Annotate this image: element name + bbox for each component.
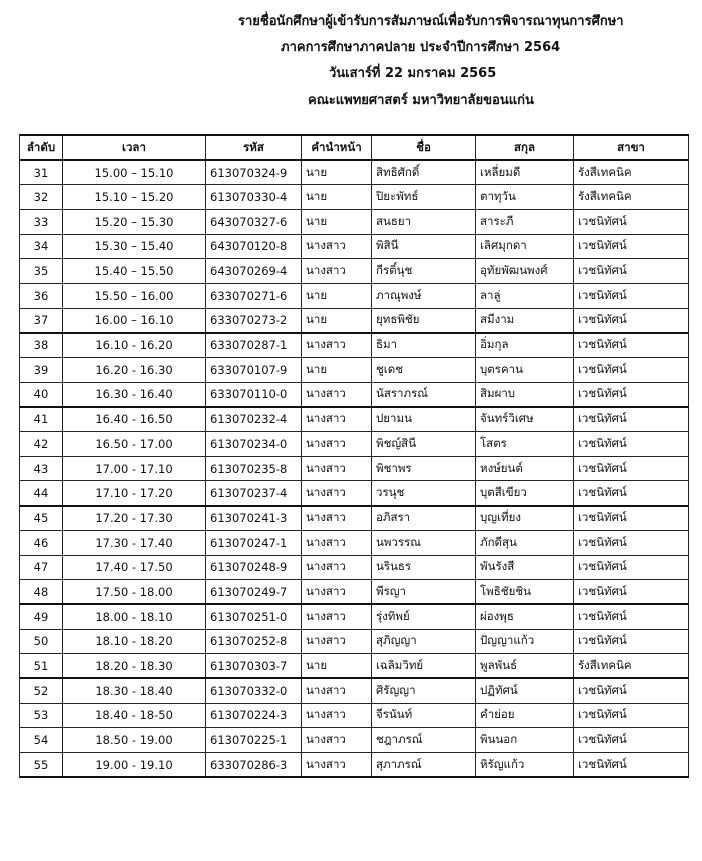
table-row (20, 506, 689, 531)
cell-time: 15.00 – 15.10 (63, 160, 206, 185)
cell-time: 16.50 - 17.00 (63, 432, 206, 457)
cell-first-name: ปิยะพัทธ์ (372, 185, 476, 210)
cell-order: 38 (20, 333, 63, 358)
cell-order: 39 (20, 358, 63, 383)
cell-time: 15.10 – 15.20 (63, 185, 206, 210)
faculty-line: คณะแพทยศาสตร์ มหาวิทยาลัยขอนแก่น (308, 93, 534, 108)
cell-title: นางสาว (302, 234, 372, 259)
cell-major: เวชนิทัศน์ (574, 283, 689, 308)
column-header-code: รหัส (206, 135, 302, 160)
cell-last-name: ผ่องพุธ (476, 604, 574, 629)
cell-student-code: 633070286-3 (206, 753, 302, 778)
cell-student-code: 643070327-6 (206, 209, 302, 234)
cell-order: 47 (20, 555, 63, 580)
cell-last-name: สาระภี (476, 209, 574, 234)
cell-first-name: นัสราภรณ์ (372, 382, 476, 407)
cell-time: 19.00 - 19.10 (63, 753, 206, 778)
cell-title: นางสาว (302, 407, 372, 432)
cell-major: เวชนิทัศน์ (574, 728, 689, 753)
cell-major: เวชนิทัศน์ (574, 209, 689, 234)
cell-first-name: ชฎาภรณ์ (372, 728, 476, 753)
table-row (20, 580, 689, 605)
cell-title: นางสาว (302, 506, 372, 531)
cell-title: นางสาว (302, 481, 372, 506)
cell-title: นาย (302, 283, 372, 308)
cell-title: นางสาว (302, 580, 372, 605)
cell-first-name: จีรนันท์ (372, 703, 476, 728)
cell-time: 18.00 - 18.10 (63, 604, 206, 629)
cell-first-name: เฉลิมวิทย์ (372, 654, 476, 679)
cell-title: นาย (302, 308, 372, 333)
cell-last-name: ลาลู่ (476, 283, 574, 308)
cell-title: นาย (302, 160, 372, 185)
cell-major: เวชนิทัศน์ (574, 382, 689, 407)
cell-first-name: พิชาพร (372, 456, 476, 481)
table-row (20, 382, 689, 407)
table-row (20, 530, 689, 555)
cell-last-name: จันทร์วิเศษ (476, 407, 574, 432)
cell-last-name: บุญเที่ยง (476, 506, 574, 531)
interview-schedule-table (19, 134, 689, 778)
cell-major: เวชนิทัศน์ (574, 407, 689, 432)
document-title: รายชื่อนักศึกษาผู้เข้ารับการสัมภาษณ์เพื่อรับการพิจารณาทุนการศึกษา (238, 14, 624, 29)
cell-last-name: พินนอก (476, 728, 574, 753)
cell-student-code: 613070332-0 (206, 678, 302, 703)
cell-title: นาย (302, 185, 372, 210)
column-header-first-name: ชื่อ (372, 135, 476, 160)
cell-last-name: พันรังสี (476, 555, 574, 580)
cell-major: เวชนิทัศน์ (574, 604, 689, 629)
cell-student-code: 613070324-9 (206, 160, 302, 185)
cell-first-name: ยุทธพิชัย (372, 308, 476, 333)
cell-major: เวชนิทัศน์ (574, 678, 689, 703)
cell-order: 31 (20, 160, 63, 185)
cell-first-name: พิสินี (372, 234, 476, 259)
cell-title: นางสาว (302, 678, 372, 703)
cell-order: 37 (20, 308, 63, 333)
cell-time: 15.20 – 15.30 (63, 209, 206, 234)
cell-student-code: 613070241-3 (206, 506, 302, 531)
cell-last-name: ตาทุวัน (476, 185, 574, 210)
cell-title: นางสาว (302, 753, 372, 778)
table-row (20, 678, 689, 703)
cell-title: นางสาว (302, 530, 372, 555)
cell-major: เวชนิทัศน์ (574, 530, 689, 555)
table-row (20, 234, 689, 259)
cell-last-name: เลิศมุกดา (476, 234, 574, 259)
cell-time: 17.10 - 17.20 (63, 481, 206, 506)
cell-first-name: ธิมา (372, 333, 476, 358)
cell-title: นางสาว (302, 333, 372, 358)
cell-first-name: สิทธิศักดิ์ (372, 160, 476, 185)
cell-order: 51 (20, 654, 63, 679)
cell-time: 16.00 – 16.10 (63, 308, 206, 333)
cell-order: 48 (20, 580, 63, 605)
cell-time: 18.10 - 18.20 (63, 629, 206, 654)
cell-last-name: คำย่อย (476, 703, 574, 728)
cell-student-code: 613070330-4 (206, 185, 302, 210)
cell-time: 16.10 - 16.20 (63, 333, 206, 358)
cell-last-name: ปัญญาแก้ว (476, 629, 574, 654)
cell-order: 44 (20, 481, 63, 506)
cell-last-name: บุตสีเขียว (476, 481, 574, 506)
cell-student-code: 633070107-9 (206, 358, 302, 383)
cell-time: 17.50 - 18.00 (63, 580, 206, 605)
cell-student-code: 643070269-4 (206, 259, 302, 284)
cell-student-code: 613070234-0 (206, 432, 302, 457)
column-header-title: คำนำหน้า (302, 135, 372, 160)
cell-student-code: 633070110-0 (206, 382, 302, 407)
cell-time: 17.00 - 17.10 (63, 456, 206, 481)
table-row (20, 333, 689, 358)
cell-time: 18.40 - 18-50 (63, 703, 206, 728)
cell-title: นาย (302, 654, 372, 679)
cell-student-code: 613070224-3 (206, 703, 302, 728)
cell-student-code: 613070235-8 (206, 456, 302, 481)
table-row (20, 209, 689, 234)
cell-order: 52 (20, 678, 63, 703)
cell-order: 32 (20, 185, 63, 210)
cell-first-name: รุ่งทิพย์ (372, 604, 476, 629)
cell-student-code: 613070225-1 (206, 728, 302, 753)
cell-title: นางสาว (302, 555, 372, 580)
table-row (20, 185, 689, 210)
cell-student-code: 633070287-1 (206, 333, 302, 358)
table-row (20, 728, 689, 753)
cell-last-name: โสตร (476, 432, 574, 457)
table-row (20, 555, 689, 580)
cell-major: รังสีเทคนิค (574, 160, 689, 185)
cell-first-name: นรินธร (372, 555, 476, 580)
cell-time: 17.40 - 17.50 (63, 555, 206, 580)
cell-order: 54 (20, 728, 63, 753)
cell-last-name: หิรัญแก้ว (476, 753, 574, 778)
cell-major: เวชนิทัศน์ (574, 333, 689, 358)
cell-time: 15.40 – 15.50 (63, 259, 206, 284)
cell-major: เวชนิทัศน์ (574, 259, 689, 284)
cell-student-code: 613070237-4 (206, 481, 302, 506)
cell-last-name: ปฏิทัศน์ (476, 678, 574, 703)
cell-order: 40 (20, 382, 63, 407)
cell-time: 16.40 - 16.50 (63, 407, 206, 432)
table-row (20, 283, 689, 308)
cell-time: 18.30 - 18.40 (63, 678, 206, 703)
cell-title: นางสาว (302, 382, 372, 407)
cell-title: นางสาว (302, 259, 372, 284)
cell-title: นางสาว (302, 604, 372, 629)
table-row (20, 432, 689, 457)
cell-student-code: 613070232-4 (206, 407, 302, 432)
cell-last-name: อุทัยพัฒนพงศ์ (476, 259, 574, 284)
cell-order: 41 (20, 407, 63, 432)
cell-major: เวชนิทัศน์ (574, 358, 689, 383)
column-header-order: ลำดับ (20, 135, 63, 160)
semester-line: ภาคการศึกษาภาคปลาย ประจำปีการศึกษา 2564 (281, 40, 561, 55)
cell-order: 46 (20, 530, 63, 555)
cell-order: 34 (20, 234, 63, 259)
cell-major: เวชนิทัศน์ (574, 432, 689, 457)
cell-title: นางสาว (302, 728, 372, 753)
cell-student-code: 613070252-8 (206, 629, 302, 654)
table-row (20, 753, 689, 778)
cell-major: เวชนิทัศน์ (574, 629, 689, 654)
cell-order: 35 (20, 259, 63, 284)
cell-student-code: 633070273-2 (206, 308, 302, 333)
table-row (20, 407, 689, 432)
cell-order: 43 (20, 456, 63, 481)
cell-order: 45 (20, 506, 63, 531)
column-header-last-name: สกุล (476, 135, 574, 160)
table-row (20, 308, 689, 333)
table-row (20, 160, 689, 185)
table-row (20, 259, 689, 284)
cell-order: 53 (20, 703, 63, 728)
cell-first-name: พิชญ์สินี (372, 432, 476, 457)
cell-time: 16.20 - 16.30 (63, 358, 206, 383)
cell-order: 49 (20, 604, 63, 629)
cell-first-name: ศิรัญญา (372, 678, 476, 703)
table-header-row (20, 135, 689, 160)
cell-student-code: 613070248-9 (206, 555, 302, 580)
cell-first-name: นพวรรณ (372, 530, 476, 555)
cell-time: 18.20 - 18.30 (63, 654, 206, 679)
cell-time: 17.30 - 17.40 (63, 530, 206, 555)
cell-title: นางสาว (302, 703, 372, 728)
cell-order: 33 (20, 209, 63, 234)
cell-major: เวชนิทัศน์ (574, 580, 689, 605)
cell-last-name: เหลี่ยมดี (476, 160, 574, 185)
table-body (20, 160, 689, 777)
column-header-time: เวลา (63, 135, 206, 160)
cell-major: รังสีเทคนิค (574, 654, 689, 679)
cell-order: 42 (20, 432, 63, 457)
cell-major: เวชนิทัศน์ (574, 753, 689, 778)
cell-last-name: พูลพันธ์ (476, 654, 574, 679)
cell-order: 36 (20, 283, 63, 308)
cell-last-name: ภักดีสุน (476, 530, 574, 555)
cell-order: 55 (20, 753, 63, 778)
cell-time: 15.50 – 16.00 (63, 283, 206, 308)
cell-student-code: 613070303-7 (206, 654, 302, 679)
cell-first-name: สุภาภรณ์ (372, 753, 476, 778)
cell-major: เวชนิทัศน์ (574, 308, 689, 333)
cell-student-code: 613070249-7 (206, 580, 302, 605)
table-row (20, 629, 689, 654)
cell-major: เวชนิทัศน์ (574, 234, 689, 259)
table-row (20, 456, 689, 481)
cell-student-code: 643070120-8 (206, 234, 302, 259)
cell-major: เวชนิทัศน์ (574, 555, 689, 580)
cell-student-code: 633070271-6 (206, 283, 302, 308)
cell-first-name: สุภิญญา (372, 629, 476, 654)
cell-first-name: ชูเดช (372, 358, 476, 383)
cell-student-code: 613070251-0 (206, 604, 302, 629)
cell-major: เวชนิทัศน์ (574, 481, 689, 506)
cell-student-code: 613070247-1 (206, 530, 302, 555)
table-row (20, 604, 689, 629)
cell-time: 16.30 - 16.40 (63, 382, 206, 407)
date-line: วันเสาร์ที่ 22 มกราคม 2565 (329, 66, 497, 81)
cell-last-name: หงษ์ยนต์ (476, 456, 574, 481)
cell-first-name: กีรติ์นุช (372, 259, 476, 284)
cell-major: เวชนิทัศน์ (574, 703, 689, 728)
cell-title: นางสาว (302, 629, 372, 654)
cell-title: นาย (302, 358, 372, 383)
cell-order: 50 (20, 629, 63, 654)
cell-title: นางสาว (302, 456, 372, 481)
cell-time: 17.20 - 17.30 (63, 506, 206, 531)
cell-last-name: อิ่มกุล (476, 333, 574, 358)
column-header-major: สาขา (574, 135, 689, 160)
table-row (20, 654, 689, 679)
cell-time: 15.30 – 15.40 (63, 234, 206, 259)
cell-first-name: วรนุช (372, 481, 476, 506)
cell-major: รังสีเทคนิค (574, 185, 689, 210)
cell-major: เวชนิทัศน์ (574, 506, 689, 531)
cell-title: นาย (302, 209, 372, 234)
cell-title: นางสาว (302, 432, 372, 457)
cell-last-name: สิมผาบ (476, 382, 574, 407)
cell-first-name: ภาณุพงษ์ (372, 283, 476, 308)
cell-last-name: สมีงาม (476, 308, 574, 333)
cell-first-name: อภิสรา (372, 506, 476, 531)
cell-first-name: สนธยา (372, 209, 476, 234)
table-row (20, 703, 689, 728)
cell-major: เวชนิทัศน์ (574, 456, 689, 481)
cell-first-name: ปยามน (372, 407, 476, 432)
cell-last-name: บุตรคาน (476, 358, 574, 383)
cell-last-name: โพธิชัยชิน (476, 580, 574, 605)
table-row (20, 481, 689, 506)
cell-time: 18.50 - 19.00 (63, 728, 206, 753)
table-row (20, 358, 689, 383)
cell-first-name: พีรญา (372, 580, 476, 605)
